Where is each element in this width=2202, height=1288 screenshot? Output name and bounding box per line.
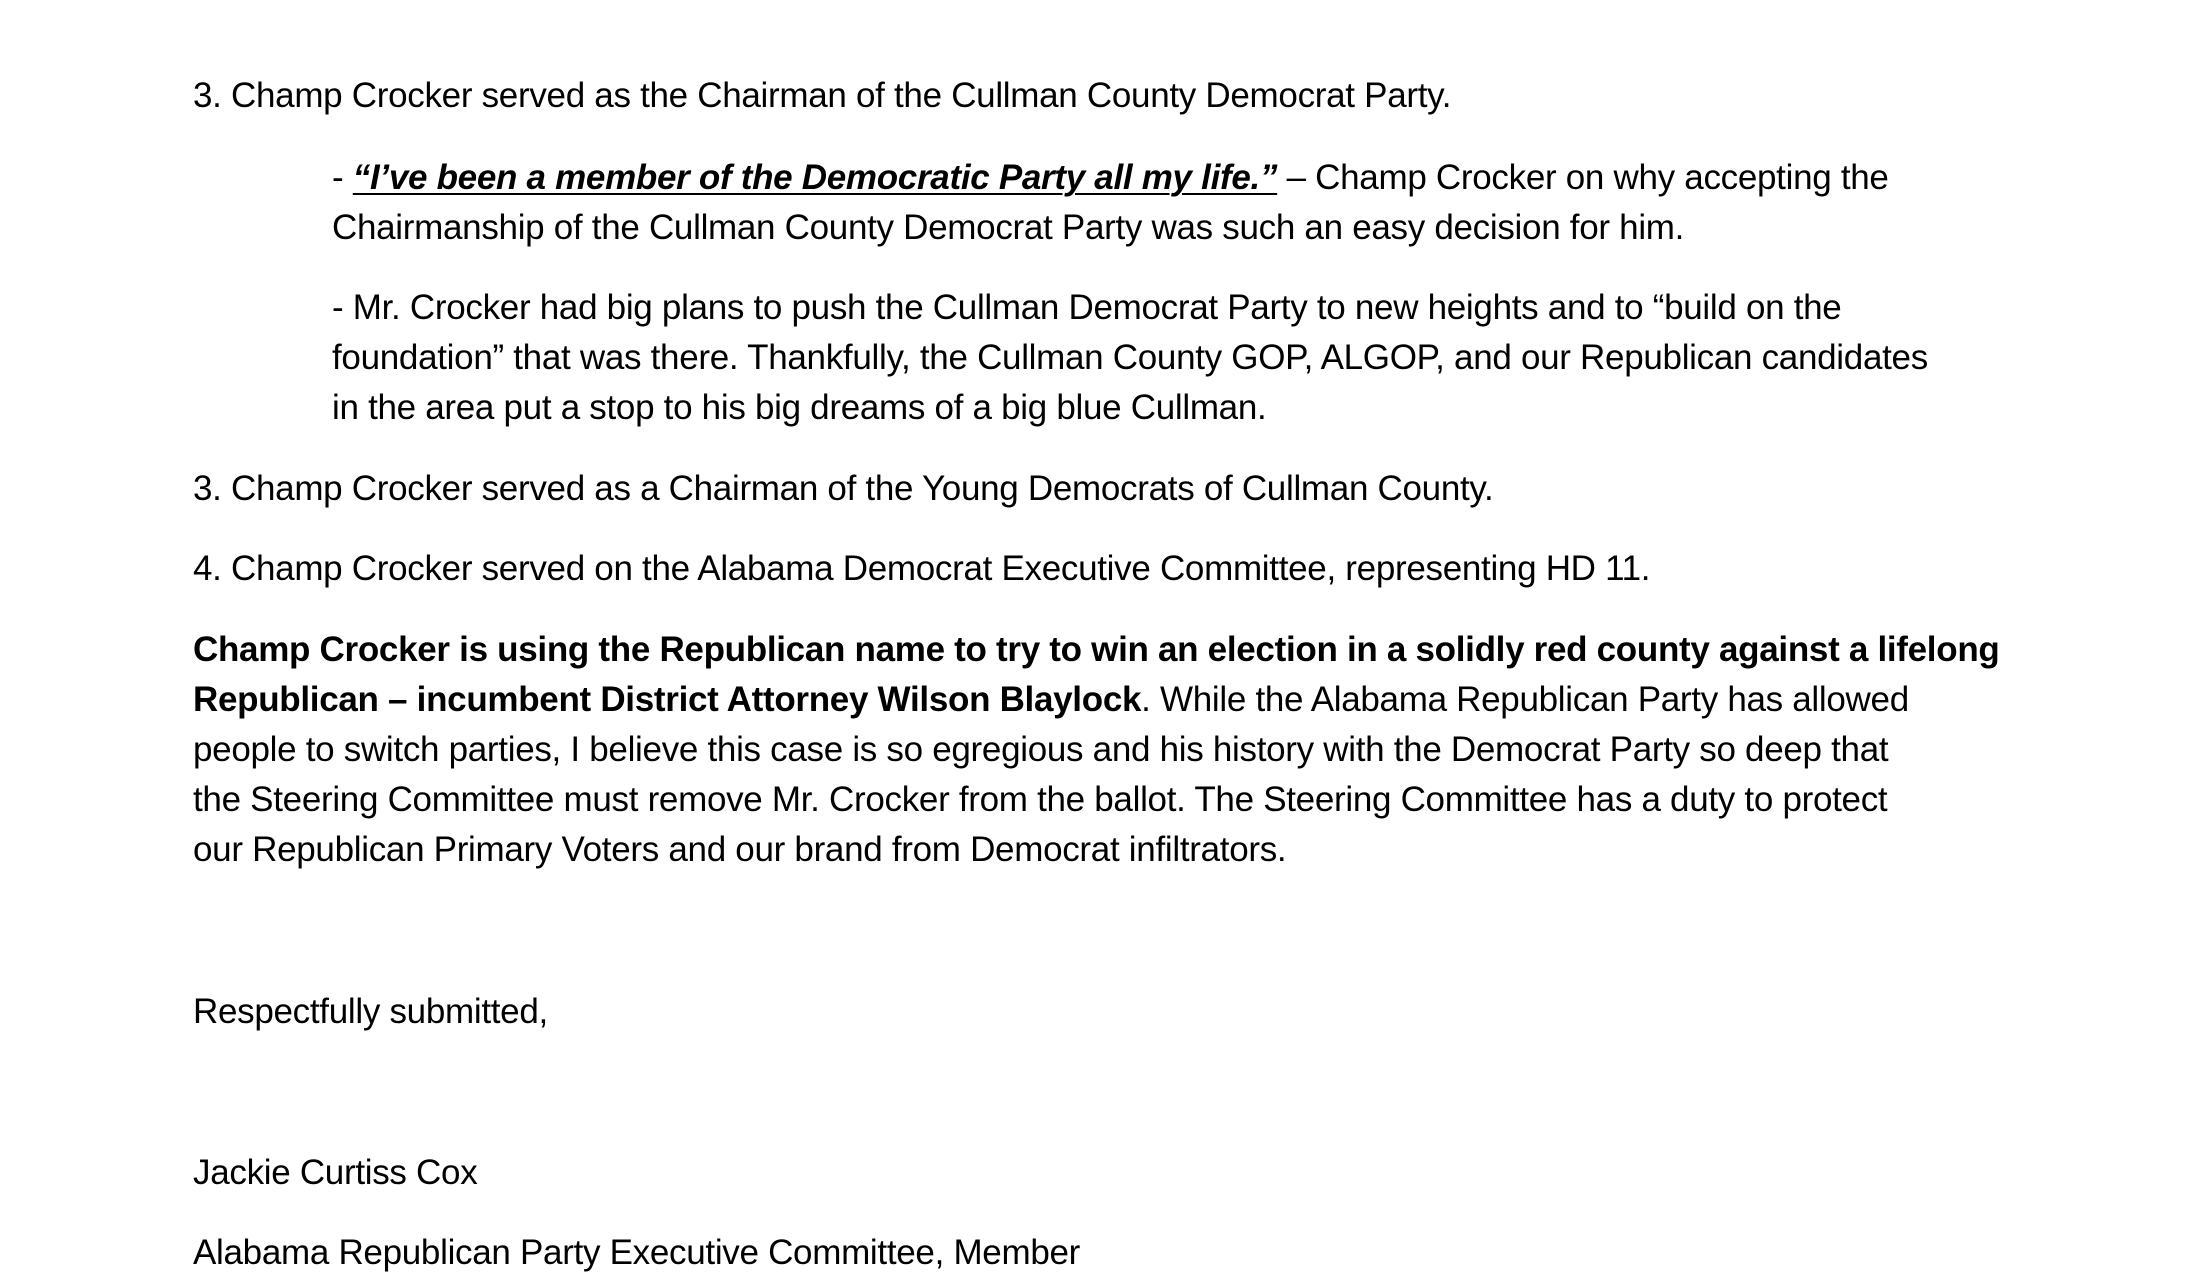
conclusion-line-1: Champ Crocker is using the Republican name to try to win an election in a solidly red county against a lifelong xyxy=(193,630,2000,669)
quote-attribution: – Champ Crocker on why accepting the xyxy=(1277,158,1889,197)
crocker-quote: “I’ve been a member of the Democratic Party all my life.” xyxy=(352,158,1278,197)
conclusion-line-5: our Republican Primary Voters and our brand from Democrat infiltrators. xyxy=(193,830,1287,869)
signer-name: Jackie Curtiss Cox xyxy=(193,1153,478,1192)
signer-title: Alabama Republican Party Executive Committee, Member xyxy=(193,1233,1081,1272)
quote-line-2: Chairmanship of the Cullman County Democrat Party was such an easy decision for him. xyxy=(332,208,1685,247)
plans-line-2: foundation” that was there. Thankfully, the Cullman County GOP, ALGOP, and our Republican candidates xyxy=(332,338,1928,377)
list-item-executive-committee: 4. Champ Crocker served on the Alabama Democrat Executive Committee, representing HD 11. xyxy=(193,549,1651,588)
plans-line-1: - Mr. Crocker had big plans to push the Cullman Democrat Party to new heights and to “build on the xyxy=(332,288,1842,327)
plans-line-3: in the area put a stop to his big dreams of a big blue Cullman. xyxy=(332,388,1267,427)
conclusion-bold-claim: Republican – incumbent District Attorney Wilson Blaylock xyxy=(193,680,1142,719)
quote-dash: - xyxy=(332,158,353,197)
conclusion-line-3: people to switch parties, I believe this case is so egregious and his history with the Democrat Party so deep that xyxy=(193,730,1889,769)
conclusion-line-2 xyxy=(193,675,1909,725)
closing-salutation: Respectfully submitted, xyxy=(193,992,548,1031)
list-item-chairman-county: 3. Champ Crocker served as the Chairman of the Cullman County Democrat Party. xyxy=(193,76,1452,115)
list-item-young-democrats: 3. Champ Crocker served as a Chairman of the Young Democrats of Cullman County. xyxy=(193,469,1494,508)
conclusion-continuation: . While the Alabama Republican Party has allowed xyxy=(1141,680,1909,719)
conclusion-line-4: the Steering Committee must remove Mr. Crocker from the ballot. The Steering Committee has a duty to protect xyxy=(193,780,1888,819)
quote-line-1 xyxy=(332,153,1889,203)
